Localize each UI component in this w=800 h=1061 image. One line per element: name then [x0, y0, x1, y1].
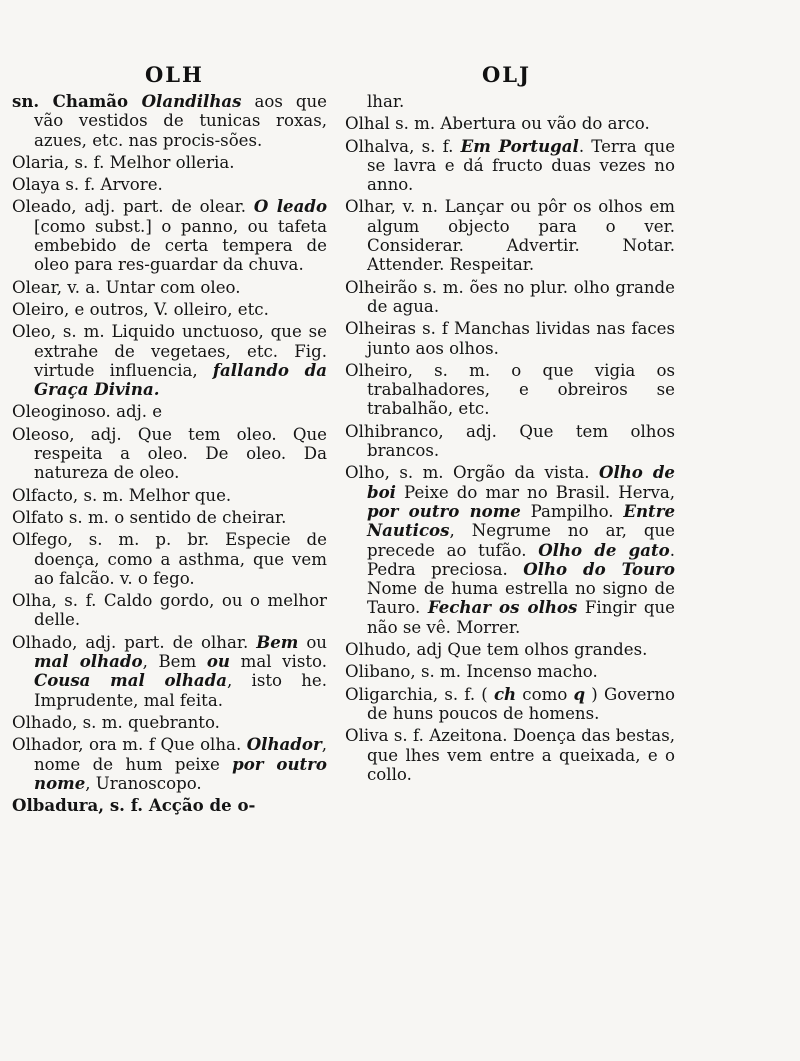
- entry-text: Bem: [256, 631, 299, 652]
- dictionary-entry: [12, 508, 327, 527]
- entry-text: , s. m. Orgão da vista.: [384, 463, 599, 483]
- entry-text: . Pedra preciosa.: [367, 540, 675, 579]
- entry-headword: Olhal: [345, 114, 390, 134]
- entry-headword: Olhador: [12, 735, 79, 755]
- entry-text: s. m. Abertura ou vão do arco.: [389, 114, 650, 134]
- dictionary-entry: [12, 530, 327, 588]
- dictionary-entry: [12, 486, 327, 505]
- dictionary-entry: [12, 796, 327, 815]
- entry-headword: Olfego: [12, 530, 68, 550]
- entry-headword: Oliva: [345, 726, 389, 746]
- entry-headword: Olhado: [12, 632, 73, 652]
- dictionary-entry: [345, 319, 675, 358]
- entry-text: O leado: [253, 196, 328, 217]
- entry-text: , s. f. Caldo gordo, ou o melhor delle.: [34, 591, 327, 630]
- entry-text: , s. m. p. br. Especie de doença, como a asthma, que vem ao falcão. v. o fego.: [34, 530, 327, 588]
- entry-text: , Negrume no ar, que precede ao tufão.: [367, 521, 675, 560]
- entry-text: Fingir que não se vê. Morrer.: [367, 598, 675, 637]
- dictionary-entry: [12, 300, 327, 319]
- entry-text: aos que vão vestidos de tunicas roxas, azues, etc. nas procis-sões.: [34, 92, 328, 150]
- entry-text: , adj Que tem olhos grandes.: [405, 640, 648, 660]
- entry-text: Pampilho.: [520, 501, 624, 521]
- page-header-right: OLJ: [482, 62, 531, 87]
- entry-text: Olho do Touro: [523, 558, 675, 579]
- entry-headword: Olhado: [12, 712, 73, 732]
- entry-text: Olho de boi: [367, 462, 675, 502]
- entry-headword: Olha: [12, 591, 52, 611]
- entry-text: Fechar os olhos: [427, 597, 578, 618]
- entry-text: , s. m. quebranto.: [72, 712, 220, 732]
- entry-text: , adj. Que tem oleo. Que respeita a oleo. De oleo. Da natureza de oleo.: [34, 424, 327, 483]
- entry-text: Cousa mal olhada: [34, 670, 228, 691]
- dictionary-entry: [12, 713, 327, 732]
- entry-text: s. f. Arvore.: [60, 175, 163, 195]
- entry-headword: sn. Chamão: [12, 91, 142, 111]
- entry-headword: Oleoginoso: [12, 402, 106, 422]
- entry-text: s. f. Azeitona. Doença das bestas, que lhes vem entre a queixada, e o collo.: [367, 726, 675, 784]
- entry-headword: Olheirão: [345, 277, 418, 297]
- entry-text: . adj. e: [105, 402, 163, 422]
- dictionary-entry: [12, 591, 327, 630]
- dictionary-entry: [12, 175, 327, 194]
- entry-text: s. f Manchas lividas nas faces junto aos olhos.: [367, 319, 675, 358]
- entry-headword: Olfato: [12, 507, 64, 527]
- entry-text: , e outros, V. olleiro, etc.: [63, 299, 269, 319]
- dictionary-entry: [345, 662, 675, 681]
- entry-text: , Uranoscopo.: [85, 773, 202, 793]
- dictionary-entry: [12, 425, 327, 483]
- dictionary-entry: [345, 278, 675, 317]
- entry-text: mal visto.: [230, 652, 328, 672]
- entry-text: Olho de gato: [538, 539, 670, 560]
- entry-text: por outro nome: [367, 500, 521, 521]
- entry-text: ) Governo de huns poucos de homens.: [367, 684, 675, 723]
- entry-text: mal olhado: [34, 651, 143, 672]
- entry-text: , adj. part. de olhar.: [72, 632, 257, 652]
- entry-text: Olandilhas: [141, 91, 242, 111]
- entry-headword: Oleoso: [12, 424, 70, 444]
- entry-headword: Olaria: [12, 152, 64, 172]
- right-column: [345, 92, 675, 787]
- entry-text: , Bem: [142, 652, 207, 672]
- entry-text: , v. a. Untar com oleo.: [56, 277, 241, 297]
- entry-text: , adj. Que tem olhos brancos.: [367, 421, 675, 461]
- dictionary-entry: [345, 137, 675, 195]
- entry-headword: Olfacto: [12, 485, 73, 505]
- entry-text: Olhador: [246, 734, 322, 755]
- left-column: [12, 92, 327, 818]
- entry-text: , isto he. Imprudente, mal feita.: [34, 671, 327, 710]
- entry-text: , s. m. o que vigia os trabalhadores, e obreiros se trabalhão, etc.: [367, 360, 675, 419]
- entry-text: , nome de hum peixe: [34, 735, 327, 774]
- dictionary-entry: [345, 197, 675, 274]
- entry-text: , s. f. Melhor olleria.: [63, 152, 235, 172]
- entry-text: ch: [493, 683, 517, 704]
- dictionary-entry: [345, 92, 675, 111]
- entry-text: , s. f. (: [432, 684, 494, 704]
- entry-text: Peixe do mar no Brasil. Herva,: [395, 482, 675, 502]
- entry-headword: Oleo: [12, 322, 51, 342]
- entry-headword: Oligarchia: [345, 684, 433, 704]
- entry-headword: Olibano: [345, 662, 411, 682]
- entry-text: por outro nome: [34, 753, 327, 793]
- dictionary-entry: [12, 92, 327, 150]
- entry-headword: Olheiras: [345, 319, 417, 339]
- entry-text: , s. f.: [409, 136, 461, 156]
- entry-headword: Olhalva: [345, 136, 410, 156]
- entry-headword: Olbadura: [12, 795, 99, 816]
- entry-text: , s. m. Liquido unctuoso, que se extrahe de vegetaes, etc. Fig. virtude influencia,: [34, 322, 327, 380]
- entry-text: fallando da Graça Divina.: [34, 359, 327, 400]
- dictionary-entry: [345, 422, 675, 461]
- entry-text: ou: [206, 651, 230, 672]
- dictionary-entry: [12, 735, 327, 793]
- entry-text: , s. f. Acção de o-: [98, 795, 256, 816]
- entry-text: Nome de huma estrella no signo de Tauro.: [367, 579, 675, 618]
- entry-text: Entre Nauticos: [367, 500, 676, 541]
- entry-headword: Oleado: [12, 197, 72, 217]
- entry-text: s. m. o sentido de cheirar.: [63, 507, 287, 527]
- entry-text: s. m. ões no plur. olho grande de agua.: [367, 277, 675, 316]
- entry-text: Em Portugal: [460, 135, 579, 156]
- entry-headword: Oleiro: [12, 299, 64, 319]
- entry-text: . Terra que se lavra e dá fructo duas vezes no anno.: [367, 136, 676, 195]
- dictionary-entry: [12, 322, 327, 399]
- entry-text: ou: [298, 632, 327, 652]
- entry-text: , s. m. Melhor que.: [72, 485, 232, 505]
- entry-headword: Olaya: [12, 175, 61, 195]
- dictionary-entry: [345, 361, 675, 419]
- entry-text: como: [516, 684, 574, 704]
- entry-headword: Olheiro: [345, 360, 408, 380]
- entry-headword: Olhudo: [345, 640, 406, 660]
- dictionary-entry: [12, 197, 327, 274]
- entry-headword: lhar.: [367, 92, 405, 111]
- entry-headword: Olho: [345, 463, 385, 483]
- entry-text: , s. m. Incenso macho.: [410, 662, 598, 682]
- entry-headword: Olhar: [345, 197, 391, 217]
- entry-headword: Olhibranco: [345, 421, 439, 441]
- dictionary-entry: [12, 278, 327, 297]
- dictionary-entry: [345, 726, 675, 784]
- dictionary-entry: [345, 463, 675, 637]
- dictionary-entry: [345, 640, 675, 659]
- entry-text: [como subst.] o panno, ou tafeta embebido de certa tempera de oleo para res-guardar da chuva.: [34, 216, 327, 275]
- entry-text: , v. n. Lançar ou pôr os olhos em algum objecto para o ver. Considerar. Advertir. Notar. Attender. Respeitar.: [367, 197, 675, 275]
- entry-text: , ora m. f Que olha.: [78, 735, 247, 755]
- entry-text: , adj. part. de olear.: [71, 197, 254, 217]
- dictionary-entry: [12, 153, 327, 172]
- page-header-left: OLH: [145, 62, 204, 87]
- dictionary-entry: [12, 633, 327, 710]
- dictionary-entry: [12, 402, 327, 421]
- entry-headword: Olear: [12, 277, 57, 297]
- dictionary-entry: [345, 685, 675, 724]
- entry-text: q: [573, 683, 586, 704]
- dictionary-entry: [345, 114, 675, 133]
